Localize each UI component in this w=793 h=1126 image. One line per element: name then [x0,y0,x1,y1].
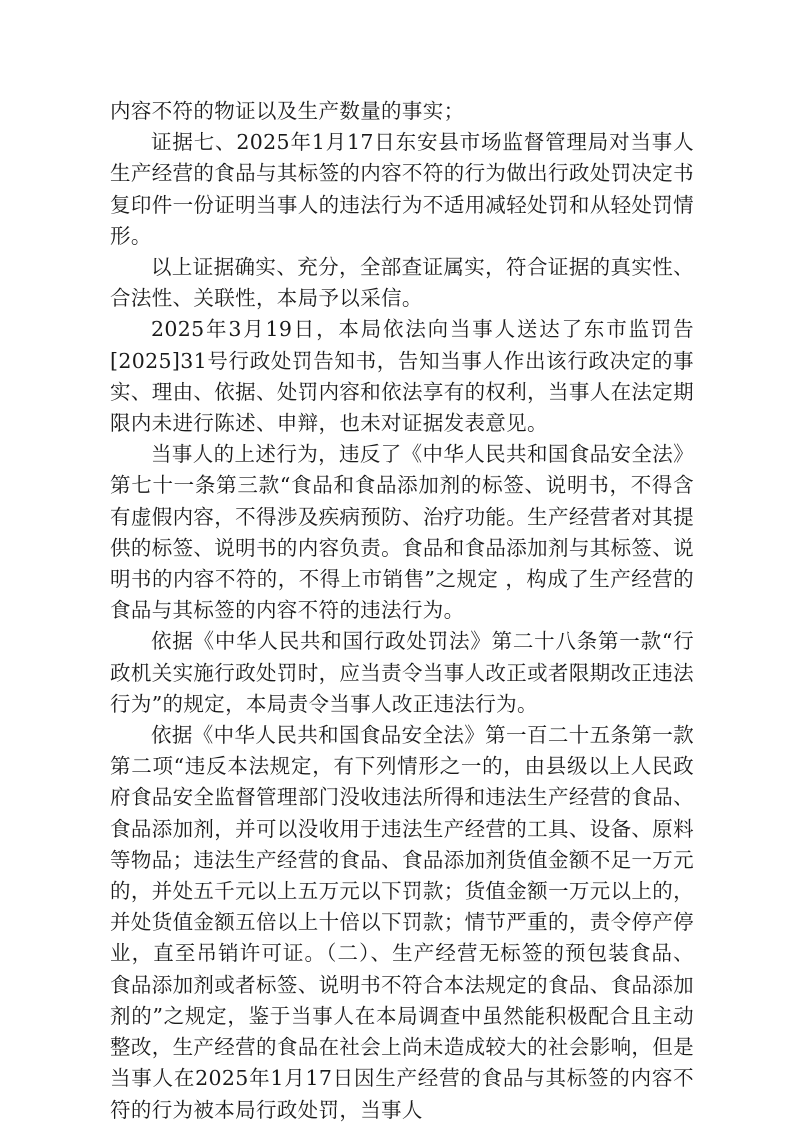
paragraph-penalty-basis: 依据《中华人民共和国食品安全法》第一百二十五条第一款第二项“违反本法规定，有下列情形之一的，由县级以上人民政府食品安全监督管理部门没收违法所得和违法生产经营的食品、食品添加剂，并可以没收用于违法生产经营的工具、设备、原料等物品；违法生产经营的食品、食品添加剂货值金额不足一万元的，并处五千元以上五万元以下罚款；货值金额一万元以上的，并处货值金额五倍以上十倍以下罚款；情节严重的，责令停产停业，直至吊销许可证。（二）、生产经营无标签的预包装食品、食品添加剂或者标签、说明书不符合本法规定的食品、食品添加剂的”之规定，鉴于当事人在本局调查中虽然能积极配合且主动整改，生产经营的食品在社会上尚未造成较大的社会影响，但是当事人在2025年1月17日因生产经营的食品与其标签的内容不符的行为被本局行政处罚，当事人 [110,723,694,1122]
paragraph-correction-order: 依据《中华人民共和国行政处罚法》第二十八条第一款“行政机关实施行政处罚时，应当责令当事人改正或者限期改正违法行为”的规定，本局责令当事人改正违法行为。 [110,629,694,716]
paragraph-evidence-conclusion: 以上证据确实、充分，全部查证属实，符合证据的真实性、合法性、关联性，本局予以采信。 [110,255,694,311]
paragraph-violation: 当事人的上述行为，违反了《中华人民共和国食品安全法》第七十一条第三款“食品和食品添加剂的标签、说明书，不得含有虚假内容，不得涉及疾病预防、治疗功能。生产经营者对其提供的标签、说明书的内容负责。食品和食品添加剂与其标签、说明书的内容不符的，不得上市销售”之规定 ，构成了生产经营的食品与其标签的内容不符的违法行为。 [110,442,694,623]
document-body [110,96,694,1126]
paragraph-evidence-seven: 证据七、2025年1月17日东安县市场监督管理局对当事人生产经营的食品与其标签的内容不符的行为做出行政处罚决定书复印件一份证明当事人的违法行为不适用减轻处罚和从轻处罚情形。 [110,130,694,248]
paragraph-notice-delivery: 2025年3月19日，本局依法向当事人送达了东市监罚告[2025]31号行政处罚告知书，告知当事人作出该行政决定的事实、理由、依据、处罚内容和依法享有的权利，当事人在法定期限内未进行陈述、申辩，也未对证据发表意见。 [110,317,694,436]
paragraph-continuation: 内容不符的物证以及生产数量的事实； [110,99,465,123]
